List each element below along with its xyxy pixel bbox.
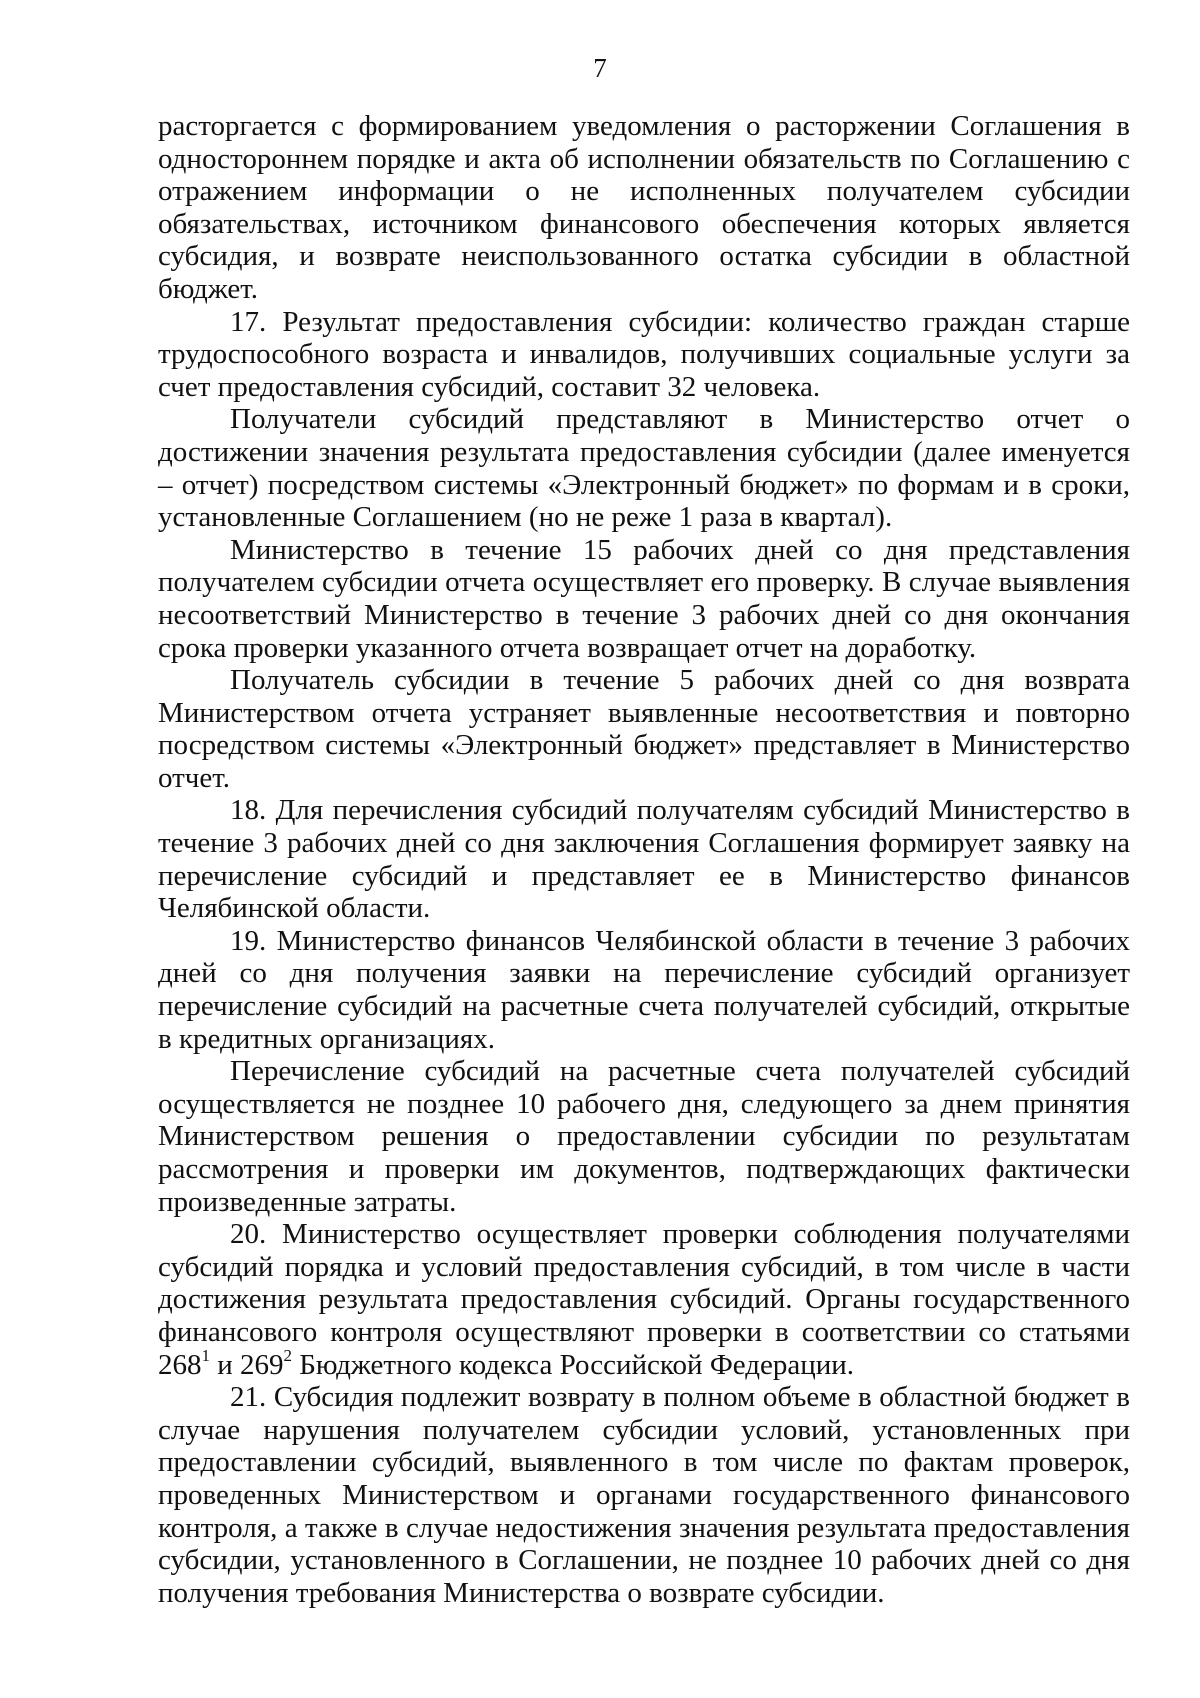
article-269-superscript: 2: [283, 1345, 293, 1365]
paragraph-report-submission: Получатели субсидий представляют в Министерство отчет о достижении значения результата предоставления субсидии (далее именуется – отчет) посредством системы «Электронный бюджет» по формам и в сроки, установленные Соглашением (но не реже 1 раза в квартал).: [158, 403, 1130, 534]
paragraph-20-text-a: 20. Министерство осуществляет проверки соблюдения получателями субсидий порядка и условий предоставления субсидий, в том числе в части достижения результата предоставления субсидий. Органы государственного финансового контроля осуществляют проверки в соответствии со статьями 268: [158, 1218, 1130, 1381]
paragraph-21: 21. Субсидия подлежит возврату в полном объеме в областной бюджет в случае нарушения получателем субсидии условий, установленных при предоставлении субсидий, выявленного в том числе по фактам проверок, проведенных Министерством и органами государственного финансового контроля, а также в случае недостижения значения результата предоставления субсидии, установленного в Соглашении, не позднее 10 рабочих дней со дня получения требования Министерства о возврате субсидии.: [158, 1381, 1130, 1609]
paragraph-20: [158, 1218, 1130, 1381]
paragraph-17: 17. Результат предоставления субсидии: количество граждан старше трудоспособного возраста и инвалидов, получивших социальные услуги за счет предоставления субсидий, составит 32 человека.: [158, 305, 1130, 403]
paragraph-20-text-b: и 269: [210, 1348, 284, 1381]
paragraph-18: 18. Для перечисления субсидий получателям субсидий Министерство в течение 3 рабочих дней со дня заключения Соглашения формирует заявку на перечисление субсидий и представляет ее в Министерство финансов Челябинской области.: [158, 794, 1130, 925]
paragraph-transfer-deadline: Перечисление субсидий на расчетные счета получателей субсидий осуществляется не позднее 10 рабочего дня, следующего за днем принятия Министерством решения о предоставлении субсидии по результатам рассмотрения и проверки им документов, подтверждающих фактически произведенные затраты.: [158, 1055, 1130, 1218]
paragraph-20-text-c: Бюджетного кодекса Российской Федерации.: [292, 1348, 855, 1381]
paragraph-continuation: расторгается с формированием уведомления о расторжении Соглашения в одностороннем порядке и акта об исполнении обязательств по Соглашению с отражением информации о не исполненных получателем субсидии обязательствах, источником финансового обеспечения которых является субсидия, и возврате неиспользованного остатка субсидии в областной бюджет.: [158, 110, 1130, 305]
page-number: 7: [593, 53, 607, 83]
paragraph-report-review: Министерство в течение 15 рабочих дней со дня представления получателем субсидии отчета осуществляет его проверку. В случае выявления несоответствий Министерство в течение 3 рабочих дней со дня окончания срока проверки указанного отчета возвращает отчет на доработку.: [158, 533, 1130, 664]
paragraph-report-correction: Получатель субсидии в течение 5 рабочих дней со дня возврата Министерством отчета устраняет выявленные несоответствия и повторно посредством системы «Электронный бюджет» представляет в Министерство отчет.: [158, 664, 1130, 794]
paragraph-19: 19. Министерство финансов Челябинской области в течение 3 рабочих дней со дня получения заявки на перечисление субсидий организует перечисление субсидий на расчетные счета получателей субсидий, открытые в кредитных организациях.: [158, 924, 1130, 1055]
document-body: [158, 110, 1130, 1609]
article-268-superscript: 1: [201, 1345, 210, 1365]
